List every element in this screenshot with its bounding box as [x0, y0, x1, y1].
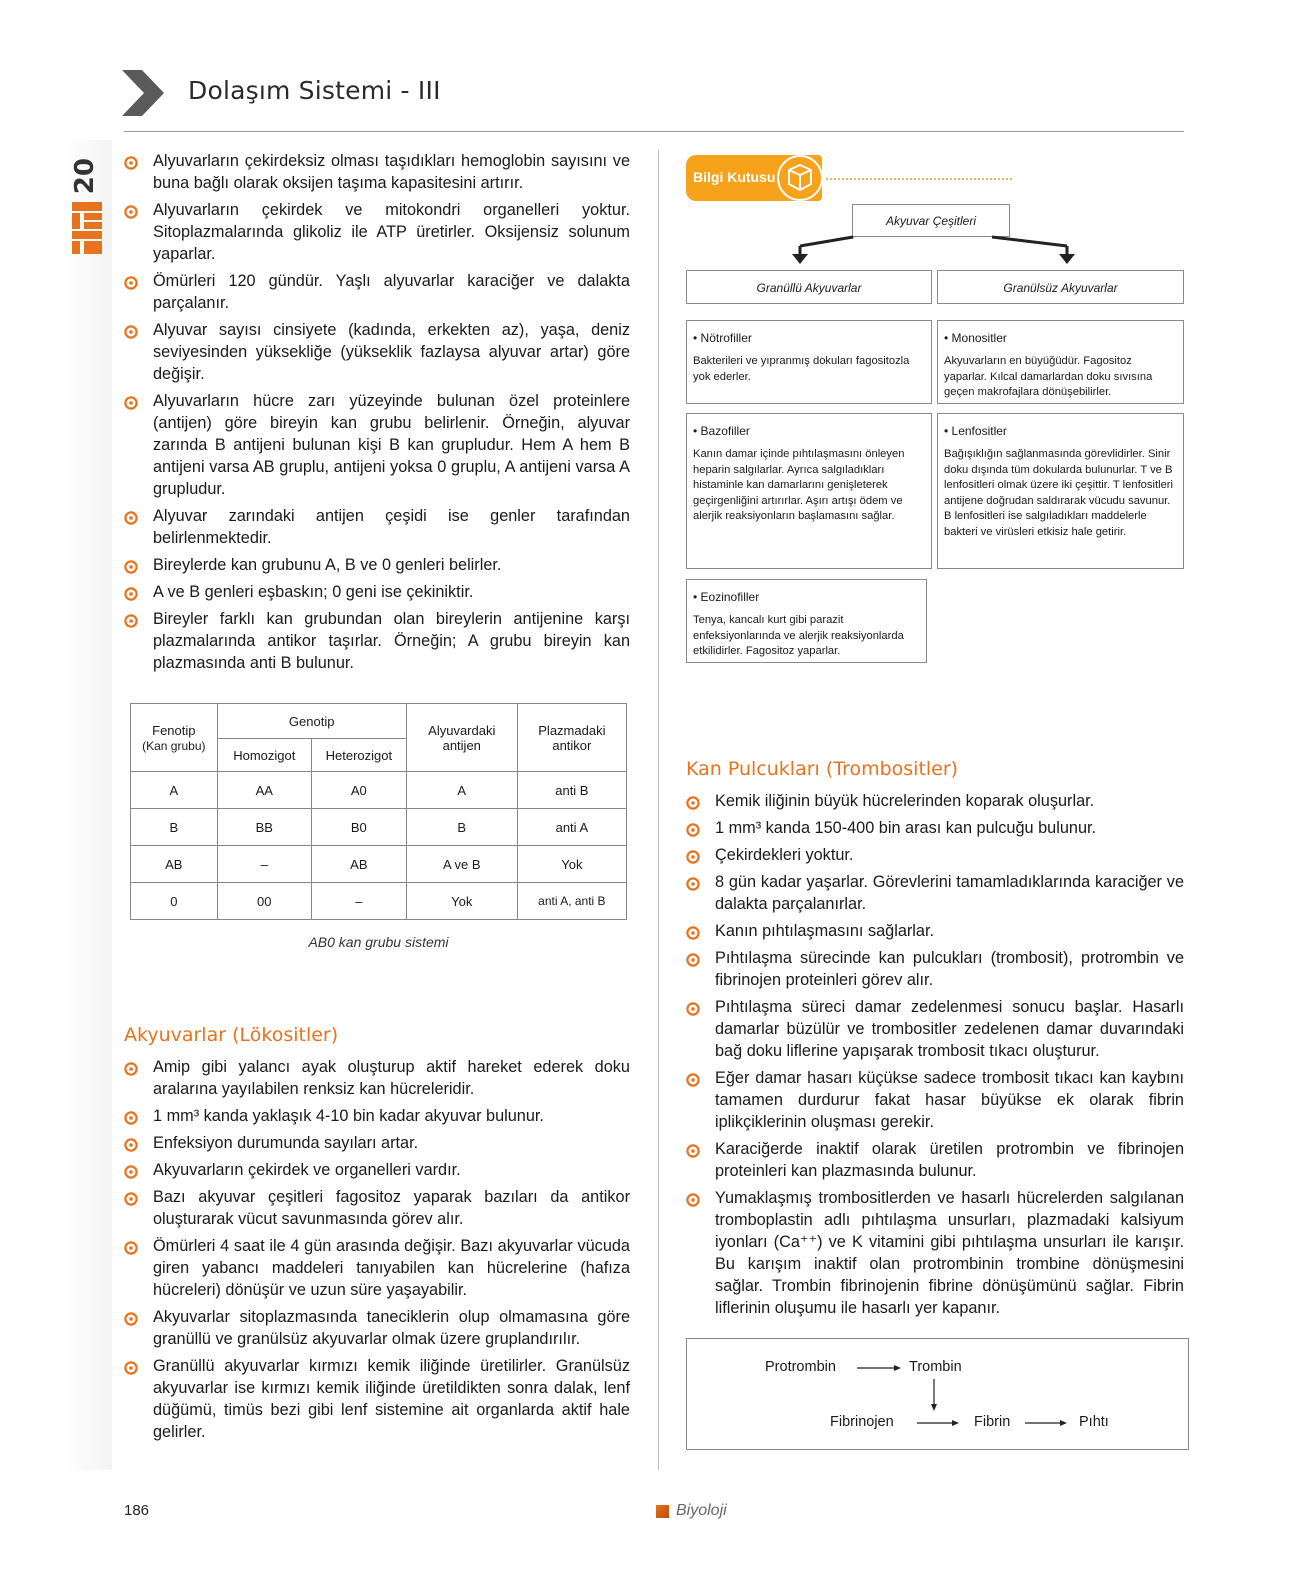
bullet-icon: [686, 1000, 700, 1014]
fasikul-logo-icon: [70, 200, 104, 256]
list-item: [124, 1159, 630, 1181]
eozinofil-text: Tenya, kancalı kurt gibi parazit enfeksiyonlarında ve alerjik reaksiyonlarda etkilidirler. Fagositoz yaparlar.: [693, 614, 904, 657]
table-cell: 00: [217, 883, 311, 920]
table-cell: anti A: [517, 809, 626, 846]
eozinofil-title: • Eozinofiller: [693, 590, 760, 604]
list-item-text: Bazı akyuvar çeşitleri fagositoz yaparak bazıları da antikor oluşturarak vücut savunmasında görev alır.: [153, 1188, 630, 1228]
bullet-icon: [686, 1142, 700, 1156]
list-item: [124, 270, 630, 314]
notrofil-text: Bakterileri ve yıpranmış dokuları fagositozla yok ederler.: [693, 355, 910, 383]
list-item-text: Bireyler farklı kan grubundan olan bireylerin antijenine karşı plazmalarında antikor taşırlar. Örneğin; A grubu bireyin kan plazmasında anti B bulunur.: [153, 610, 630, 672]
bullet-icon: [124, 1190, 138, 1204]
granullu-branch-label: Granüllü Akyuvarlar: [756, 281, 862, 295]
bullet-icon: [124, 154, 138, 168]
list-item-text: Alyuvarların hücre zarı yüzeyinde bulunan özel proteinlere (antijen) göre bireyin kan grubu belirlenir. Örneğin, alyuvar zarında B antijeni bulunan kişi B kan grupludur. Hem A hem B antijeni varsa AB gruplu, antijeni yoksa 0 gruplu, A antijeni varsa A grupludur.: [153, 392, 630, 498]
akyuvar-root-box: [852, 204, 1010, 237]
list-item: [124, 1186, 630, 1230]
col-fenotip: [131, 704, 218, 772]
list-item-text: Çekirdekleri yoktur.: [715, 846, 854, 864]
list-item: [124, 319, 630, 385]
header-divider: [124, 131, 1184, 132]
flow-pihti: Pıhtı: [1079, 1414, 1109, 1430]
bullet-icon: [686, 951, 700, 965]
bullet-icon: [686, 794, 700, 808]
list-item-text: Akyuvarların çekirdek ve organelleri vardır.: [153, 1161, 461, 1179]
table-cell: B: [406, 809, 517, 846]
list-item-text: Amip gibi yalancı ayak oluşturup aktif hareket ederek doku aralarına yayılabilen renksiz kan hücreleridir.: [153, 1058, 630, 1098]
list-item: [686, 1138, 1184, 1182]
list-item-text: Kemik iliğinin büyük hücrelerinden koparak oluşurlar.: [715, 792, 1095, 810]
table-row: [131, 809, 627, 846]
table-cell: A0: [311, 772, 406, 809]
bullet-icon: [124, 1310, 138, 1324]
table-cell: B0: [311, 809, 406, 846]
bullet-icon: [124, 1060, 138, 1074]
trombosit-section-title: Kan Pulcukları (Trombositler): [686, 758, 959, 780]
fenotip-label: Fenotip: [152, 722, 196, 738]
notrofil-box: [686, 320, 932, 404]
bazofil-text: Kanın damar içinde pıhtılaşmasını önleyen heparin salgılarlar. Ayrıca salgıladıkları histaminle kan damarlarını genişleterek geçirgenliğini artırırlar. Aşırı artışı ödem ve alerjik reaksiyonların başlamasını sağlar.: [693, 448, 905, 522]
bullet-icon: [124, 1136, 138, 1150]
bullet-icon: [686, 1191, 700, 1205]
list-item: [124, 608, 630, 674]
bullet-icon: [124, 558, 138, 572]
bullet-icon: [124, 612, 138, 626]
list-item-text: Bireylerde kan grubunu A, B ve 0 genleri belirler.: [153, 556, 502, 574]
bullet-icon: [686, 1071, 700, 1085]
list-item: [124, 554, 630, 576]
list-item: [124, 1355, 630, 1443]
list-item-text: Ömürleri 4 saat ile 4 gün arasında değişir. Bazı akyuvarlar vücuda giren yabancı maddeleri tanıyabilen kan hücrelerine (hafıza hücreleri) dönüşür ve uzun süre yaşayabilir.: [153, 1237, 630, 1299]
table-row: [131, 846, 627, 883]
abo-table-body: [131, 772, 627, 920]
table-cell: anti A, anti B: [517, 883, 626, 920]
notrofil-title: • Nötrofiller: [693, 331, 752, 345]
bullet-icon: [124, 1359, 138, 1373]
flow-fibrin: Fibrin: [974, 1414, 1011, 1430]
col-heterozigot: Heterozigot: [311, 739, 406, 772]
list-item: [124, 581, 630, 603]
page-title: Dolaşım Sistemi - III: [188, 76, 441, 105]
list-item-text: Granüllü akyuvarlar kırmızı kemik iliğinde üretilirler. Granülsüz akyuvarlar ise kırmızı kemik iliğinde üretildikten sonra dalak, lenf düğümü, timüs bezi gibi lenf sistemine ait organlarda aktif hale gelirler.: [153, 1357, 630, 1441]
table-cell: AB: [311, 846, 406, 883]
list-item: [124, 150, 630, 194]
flow-arrows: [687, 1339, 1190, 1451]
list-item-text: Kanın pıhtılaşmasını sağlarlar.: [715, 922, 935, 940]
list-item: [686, 947, 1184, 991]
col-genotip: Genotip: [217, 704, 406, 739]
flow-trombin: Trombin: [909, 1359, 962, 1375]
chevron-right-icon: [122, 70, 166, 116]
list-item-text: Alyuvar zarındaki antijen çeşidi ise genler tarafından belirlenmektedir.: [153, 507, 630, 547]
list-item-text: 1 mm³ kanda yaklaşık 4-10 bin kadar akyuvar bulunur.: [153, 1107, 544, 1125]
flow-protrombin: Protrombin: [765, 1359, 836, 1375]
table-cell: A: [406, 772, 517, 809]
list-item-text: Alyuvarların çekirdeksiz olması taşıdıkları hemoglobin sayısını ve buna bağlı olarak oksijen taşıma kapasitesini artırır.: [153, 152, 630, 192]
list-item: [124, 1306, 630, 1350]
fasikul-number: 20: [70, 158, 100, 195]
lenfosit-box: [937, 413, 1184, 569]
abo-table: [130, 703, 627, 920]
bazofil-box: [686, 413, 932, 569]
lenfosit-text: Bağışıklığın sağlanmasında görevlidirler. Sinir doku dışında tüm dokularda bulunurlar. T ve B lenfositleri olmak üzere iki çeşittir. T lenfositleri antijene doğrudan saldırarak vücudu savunur. B lenfositleri ise salgıladıkları maddelerle bakteri ve virüsleri etkisiz hale getirir.: [944, 448, 1174, 538]
bullet-icon: [124, 1239, 138, 1253]
list-item: [686, 790, 1184, 812]
eozinofil-box: [686, 579, 927, 663]
flow-fibrinojen: Fibrinojen: [830, 1414, 894, 1430]
akyuvar-section-title: Akyuvarlar (Lökositler): [124, 1024, 339, 1046]
monosit-text: Akyuvarların en büyüğüdür. Fagositoz yaparlar. Kılcal damarlardan doku sıvısına geçen makrofajlara dönüşebilirler.: [944, 355, 1153, 398]
list-item-text: Alyuvarların çekirdek ve mitokondri organelleri yoktur. Sitoplazmalarında glikoliz ile ATP üretirler. Oksijensiz solunum yaparlar.: [153, 201, 630, 263]
coagulation-flow-box: [686, 1338, 1189, 1450]
bazofil-title: • Bazofiller: [693, 424, 750, 438]
bullet-icon: [686, 875, 700, 889]
list-item-text: Ömürleri 120 gündür. Yaşlı alyuvarlar karaciğer ve dalakta parçalanır.: [153, 272, 630, 312]
erythrocyte-bullets: [124, 150, 630, 674]
table-cell: Yok: [406, 883, 517, 920]
list-item-text: 1 mm³ kanda 150-400 bin arası kan pulcuğu bulunur.: [715, 819, 1097, 837]
list-item-text: Pıhtılaşma sürecinde kan pulcukları (trombosit), protrombin ve fibrinojen proteinleri görev alır.: [715, 949, 1184, 989]
list-item: [686, 1187, 1184, 1319]
bullet-icon: [124, 203, 138, 217]
trombosit-section: [686, 758, 1184, 1324]
list-item-text: A ve B genleri eşbaskın; 0 geni ise çekiniktir.: [153, 583, 474, 601]
table-cell: B: [131, 809, 218, 846]
list-item-text: Karaciğerde inaktif olarak üretilen protrombin ve fibrinojen proteinleri kan plazmasında bulunur.: [715, 1140, 1184, 1180]
info-box-badge-label: Bilgi Kutusu: [693, 169, 776, 185]
table-cell: –: [217, 846, 311, 883]
table-cell: AB: [131, 846, 218, 883]
left-column: [124, 150, 630, 679]
granulsuz-branch-label: Granülsüz Akyuvarlar: [1003, 281, 1118, 295]
table-cell: AA: [217, 772, 311, 809]
list-item: [686, 1067, 1184, 1133]
table-cell: BB: [217, 809, 311, 846]
info-box-dotted-line: [826, 178, 1012, 180]
table-row: [131, 772, 627, 809]
column-divider: [658, 150, 659, 1470]
list-item: [686, 920, 1184, 942]
list-item: [686, 996, 1184, 1062]
list-item: [124, 1056, 630, 1100]
table-cell: Yok: [517, 846, 626, 883]
table-cell: –: [311, 883, 406, 920]
list-item-text: Akyuvarlar sitoplazmasında taneciklerin olup olmamasına göre granüllü ve granülsüz akyuvarlar olmak üzere gruplandırılır.: [153, 1308, 630, 1348]
bullet-icon: [124, 509, 138, 523]
bullet-icon: [124, 1163, 138, 1177]
monosit-title: • Monositler: [944, 331, 1007, 345]
bullet-icon: [686, 924, 700, 938]
subject-label: Biyoloji: [676, 1502, 727, 1519]
subject-square-icon: [656, 1505, 669, 1518]
table-row: [131, 883, 627, 920]
lenfosit-title: • Lenfositler: [944, 424, 1007, 438]
branch-arrows: [686, 234, 1186, 270]
box-icon: [776, 154, 824, 202]
side-strip: [64, 140, 112, 1470]
bullet-icon: [124, 394, 138, 408]
page-number: 186: [124, 1502, 150, 1519]
list-item-text: Pıhtılaşma süreci damar zedelenmesi sonucu başlar. Hasarlı damarlar büzülür ve trombositler zedelenen damar duvarındaki bağ doku liflerine yapışarak trombosit tıkacı oluşturur.: [715, 998, 1184, 1060]
granulsuz-branch-box: [937, 270, 1184, 304]
list-item: [124, 1235, 630, 1301]
list-item: [124, 1132, 630, 1154]
akyuvar-bullets: [124, 1056, 630, 1443]
bullet-icon: [686, 848, 700, 862]
akyuvar-section: [124, 1024, 630, 1448]
table-cell: A ve B: [406, 846, 517, 883]
list-item: [124, 1105, 630, 1127]
list-item-text: Alyuvar sayısı cinsiyete (kadında, erkekten az), yaşa, deniz seviyesinden yüksekliğe (yükseklik fazlaysa alyuvar artar) göre değişir.: [153, 321, 630, 383]
akyuvar-root-label: Akyuvar Çeşitleri: [885, 214, 977, 228]
table-cell: A: [131, 772, 218, 809]
list-item-text: Enfeksiyon durumunda sayıları artar.: [153, 1134, 419, 1152]
list-item: [686, 817, 1184, 839]
bullet-icon: [124, 274, 138, 288]
list-item: [686, 844, 1184, 866]
bullet-icon: [686, 821, 700, 835]
abo-table-caption: AB0 kan grubu sistemi: [308, 934, 449, 950]
list-item: [686, 871, 1184, 915]
fenotip-sub-label: (Kan grubu): [142, 738, 206, 753]
monosit-box: [937, 320, 1184, 404]
granullu-branch-box: [686, 270, 932, 304]
table-cell: anti B: [517, 772, 626, 809]
col-antijen: Alyuvardaki antijen: [406, 704, 517, 772]
bullet-icon: [124, 1109, 138, 1123]
list-item-text: 8 gün kadar yaşarlar. Görevlerini tamamladıklarında karaciğer ve dalakta parçalanırlar.: [715, 873, 1184, 913]
list-item-text: Eğer damar hasarı küçükse sadece trombosit tıkacı kan kaybını tamamen durdurur fakat hasar büyükse ek olarak fibrin iplikçiklerinin oluşması gerekir.: [715, 1069, 1184, 1131]
list-item-text: Yumaklaşmış trombositlerden ve hasarlı hücrelerden salgılanan tromboplastin adlı pıhtılaşma unsurları, plazmadaki kalsiyum iyonları (Ca⁺⁺) ve K vitamini gibi pıhtılaşma unsurları ile karışır. Bu karışım inaktif olan protrombinin trombine dönüşmesini sağlar. Trombin fibrinojenin fibrine dönüşümünü sağlar. Fibrin liflerinin oluşumu ile hasarlı yer kapanır.: [715, 1189, 1184, 1317]
bullet-icon: [124, 585, 138, 599]
trombosit-bullets: [686, 790, 1184, 1319]
table-cell: 0: [131, 883, 218, 920]
bullet-icon: [124, 323, 138, 337]
list-item: [124, 390, 630, 500]
list-item: [124, 505, 630, 549]
col-antikor: Plazmadaki antikor: [517, 704, 626, 772]
list-item: [124, 199, 630, 265]
col-homozigot: Homozigot: [217, 739, 311, 772]
